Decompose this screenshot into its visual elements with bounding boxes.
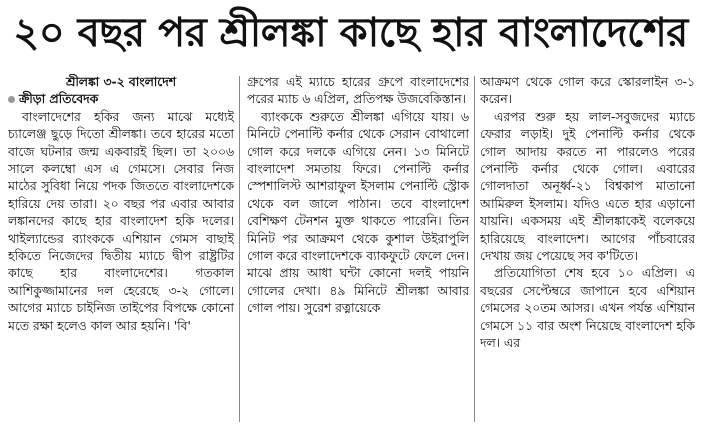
headline: ২০ বছর পর শ্রীলঙ্কা কাছে হার বাংলাদেশের (13, 10, 688, 56)
column-rule-1 (239, 76, 240, 422)
byline-row (8, 91, 234, 108)
paragraph: ব্যাংককে শুরুতে শ্রীলঙ্কা এগিয়ে যায়। ৬ মিনিটে পেনাল্টি কর্নার থেকে সেরান বোথালো গোল করে দলকে এগিয়ে নেন। ১৩ মিনিটে বাংলাদেশ সমতায় ফিরে। পেনাল্টি কর্নার স্পেশালিস্ট আশরাফুল ইসলাম পেনাল্টি স্ট্রোক থেকে বল জালে পাঠান। তবে বাংলাদেশ বেশিক্ষণ টেনশন মুক্ত থাকতে পারেনি। তিন মিনিট পর আক্রমণ থেকে কুশাল উইরাপুলি গোল করে বাংলাদেশকে ব্যাকফুটে ফেলে দেন। মাঝে প্রায় আধা ঘন্টা কোনো দলই পায়নি গোলের দেখা। ৪৯ মিনিটে শ্রীলঙ্কা আবার গোল পায়। সুরেশ রত্নায়েকে (247, 109, 469, 316)
paragraph: এরপর শুরু হয় লাল-সবুজদের ম্যাচে ফেরার লড়াই। দুই পেনাল্টি কর্নার থেকে গোল আদায় করতে না পারলেও পরের পেনাল্টি কর্নার থেকে গোল। এবারের গোলদাতা অনূর্ধ্ব-২১ বিশ্বকাপ মাতানো আমিরুল ইসলাম। যদিও এতে হার এড়ানো যায়নি। একসময় এই শ্রীলঙ্কাকেই বলেকয়ে হারিয়েছে বাংলাদেশ। আগের পাঁচবারের দেখায় জয় পেয়েছে সব ক'টিতে। (480, 109, 695, 264)
bullet-icon (8, 96, 15, 103)
paragraph: বাংলাদেশের হকির জন্য মাঝে মধ্যেই চ্যালেঞ্জ ছুড়ে দিতো শ্রীলঙ্কা। তবে হারের মতো বাজে ঘটনার জন্ম একবারই ছিল। তা ২০০৬ সালে কলম্বো এস এ গেমসে। সেবার নিজ মাঠের সুবিধা নিয়ে পদক জিততে বাংলাদেশকে হারিয়ে দেয় তারা। ২০ বছর পর এবার আবার লঙ্কানদের কাছে হার বাংলাদেশ হকি দলের। থাইল্যান্ডের ব্যাংককে এশিয়ান গেমস বাছাই হকিতে নিজেদের দ্বিতীয় ম্যাচে দ্বীপ রাষ্ট্রটির কাছে হার বাংলাদেশের। গতকাল আশিকুজ্জামানের দল হেরেছে ৩-২ গোলে। আগের ম্যাচে চাইনিজ তাইপের বিপক্ষে কোনো মতে রক্ষা হলেও কাল আর হয়নি। 'বি' (8, 109, 234, 333)
paragraph: আক্রমণ থেকে গোল করে স্কোরলাইন ৩-১ করেন। (480, 75, 695, 107)
article-column-2 (247, 74, 469, 424)
article-column-3 (480, 74, 695, 424)
dateline: শ্রীলঙ্কা ৩-২ বাংলাদেশ (66, 75, 176, 89)
paragraph: প্রতিযোগিতা শেষ হবে ১০ এপ্রিল। এ বছরের সেপ্টেম্বরে জাপানে হবে এশিয়ান গেমসের ২০তম আসর। এখন পর্যন্ত এশিয়ান গেমসে ১১ বার অংশ নিয়েছে বাংলাদেশ হকি দল। এর (480, 266, 695, 351)
byline: ক্রীড়া প্রতিবেদক (19, 92, 99, 107)
article-column-1 (8, 74, 234, 424)
paragraph: গ্রুপের এই ম্যাচে হারের গ্রুপে বাংলাদেশের পরের ম্যাচ ৬ এপ্রিল, প্রতিপক্ষ উজবেকিস্তান। (247, 75, 469, 107)
column-rule-2 (474, 76, 475, 422)
